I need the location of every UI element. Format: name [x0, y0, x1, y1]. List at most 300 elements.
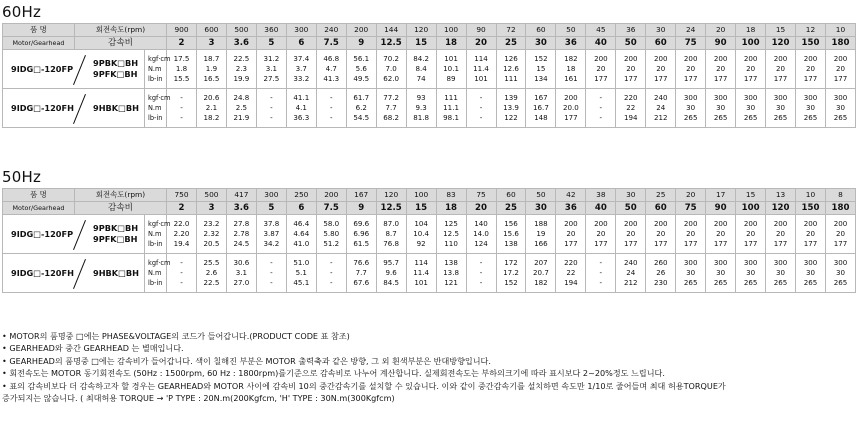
- torque-value: 20: [805, 229, 816, 238]
- torque-value: 104: [414, 219, 428, 228]
- torque-value: 20: [626, 64, 636, 73]
- torque-value: 240: [653, 93, 668, 102]
- note-line: • 회전속도는 MOTOR 동기회전속도 (50Hz : 1500rpm, 60 Hz : 1800rpm)를기준으로 감속비로 나누어 계산합니다. 실제회전속도는 부하의크기에 따라 표시보다 2~20%정도 느립니다.: [2, 368, 665, 379]
- rpm-cell: 200: [346, 24, 376, 37]
- torque-value: 177: [683, 239, 698, 248]
- torque-cell: [226, 50, 256, 89]
- rpm-cell: 30: [616, 189, 646, 202]
- torque-value: 74: [416, 74, 426, 83]
- ratio-cell: 150: [796, 202, 826, 215]
- gearhead-model: 9PFK□BH: [93, 234, 138, 244]
- ratio-cell: 36: [556, 37, 586, 50]
- torque-value: 68.2: [383, 113, 400, 122]
- ratio-cell: 5: [256, 202, 286, 215]
- rpm-cell: 75: [466, 189, 496, 202]
- torque-value: -: [329, 113, 333, 122]
- torque-value: -: [270, 268, 273, 277]
- torque-value: 20: [716, 229, 726, 238]
- torque-cell: [526, 215, 556, 254]
- torque-value: 22.5: [203, 278, 220, 287]
- torque-value: 114: [474, 54, 488, 63]
- torque-cell: [676, 254, 706, 293]
- torque-value: 5.1: [295, 268, 307, 277]
- torque-value: 84.5: [383, 278, 400, 287]
- torque-value: 200: [773, 219, 788, 228]
- torque-value: 33.2: [293, 74, 310, 83]
- model-cell: [3, 215, 145, 254]
- ratio-cell: 75: [676, 202, 706, 215]
- rpm-cell: 8: [825, 189, 855, 202]
- rpm-cell: 15: [736, 189, 766, 202]
- torque-value: 19.4: [173, 239, 190, 248]
- torque-value: 77.2: [383, 93, 400, 102]
- torque-group-row: [3, 89, 856, 128]
- torque-cell: [586, 215, 616, 254]
- torque-value: 200: [653, 54, 668, 63]
- rpm-cell: 15: [766, 24, 796, 37]
- torque-value: 265: [833, 278, 848, 287]
- torque-cell: [286, 215, 316, 254]
- torque-value: 22: [626, 103, 636, 112]
- torque-cell: [586, 50, 616, 89]
- torque-cell: [616, 89, 646, 128]
- ratio-cell: 3.6: [226, 202, 256, 215]
- torque-cell: [346, 254, 376, 293]
- torque-value: 212: [653, 113, 668, 122]
- rpm-cell: 750: [167, 189, 197, 202]
- torque-value: 10.4: [413, 229, 430, 238]
- rpm-cell: 83: [436, 189, 466, 202]
- torque-value: 7.0: [385, 64, 397, 73]
- torque-value: 265: [713, 113, 728, 122]
- rpm-cell: 25: [646, 189, 676, 202]
- torque-value: 177: [713, 74, 728, 83]
- torque-value: -: [599, 278, 603, 287]
- torque-value: 93: [416, 93, 426, 102]
- ratio-cell: 5: [256, 37, 286, 50]
- torque-cell: [196, 89, 226, 128]
- torque-value: 177: [773, 74, 788, 83]
- torque-value: 1.8: [175, 64, 188, 73]
- torque-value: 30: [716, 103, 726, 112]
- unit-label: kgf·cm: [148, 259, 171, 267]
- torque-value: 20: [835, 229, 845, 238]
- torque-value: 13.9: [503, 103, 519, 112]
- torque-cell: [376, 254, 406, 293]
- rpm-cell: 300: [256, 189, 286, 202]
- torque-cell: [526, 89, 556, 128]
- torque-value: 182: [534, 278, 548, 287]
- unit-label: N.m: [148, 65, 162, 73]
- unit-label: lb-in: [148, 240, 163, 248]
- torque-value: 200: [624, 54, 638, 63]
- torque-value: 177: [773, 239, 788, 248]
- torque-cell: [766, 50, 796, 89]
- torque-value: 6.96: [353, 229, 370, 238]
- torque-value: 3.1: [265, 64, 277, 73]
- torque-cell: [616, 50, 646, 89]
- rpm-cell: 144: [376, 24, 406, 37]
- torque-value: 140: [474, 219, 488, 228]
- torque-cell: [556, 50, 586, 89]
- torque-value: 200: [594, 219, 608, 228]
- torque-cell: [496, 89, 526, 128]
- torque-value: 21.9: [233, 113, 250, 122]
- gearhead-model: 9HBK□BH: [93, 103, 139, 113]
- torque-value: 51.0: [293, 258, 310, 267]
- torque-value: 15.6: [503, 229, 519, 238]
- torque-value: -: [479, 258, 483, 267]
- torque-cell: [226, 89, 256, 128]
- torque-cell: [586, 254, 616, 293]
- torque-value: 2.5: [235, 103, 248, 112]
- rpm-cell: 250: [286, 189, 316, 202]
- ratio-cell: 7.5: [316, 202, 346, 215]
- torque-value: 20: [566, 229, 576, 238]
- ratio-cell: 3.6: [226, 37, 256, 50]
- torque-value: -: [180, 258, 183, 267]
- torque-value: -: [270, 93, 273, 102]
- torque-value: -: [599, 103, 603, 112]
- torque-value: 5.6: [355, 64, 367, 73]
- torque-value: 62.0: [383, 74, 400, 83]
- torque-cell: [825, 215, 855, 254]
- torque-value: 138: [504, 239, 518, 248]
- torque-value: 265: [683, 278, 698, 287]
- ratio-cell: 60: [646, 37, 676, 50]
- torque-cell: [406, 254, 436, 293]
- rpm-cell: 20: [706, 24, 736, 37]
- torque-value: 20.6: [203, 93, 220, 102]
- torque-value: 8.4: [415, 64, 427, 73]
- torque-cell: [825, 89, 855, 128]
- torque-value: 30: [805, 268, 816, 277]
- torque-value: 27.8: [233, 219, 250, 228]
- slash-divider: [73, 259, 86, 289]
- torque-value: 101: [444, 54, 458, 63]
- torque-value: 265: [743, 278, 758, 287]
- torque-cell: [706, 50, 736, 89]
- torque-value: 87.0: [383, 219, 400, 228]
- torque-cell: [346, 215, 376, 254]
- torque-cell: [556, 254, 586, 293]
- torque-cell: [226, 254, 256, 293]
- ratio-cell: 40: [586, 202, 616, 215]
- torque-cell: [766, 89, 796, 128]
- ratio-cell: 20: [466, 37, 496, 50]
- torque-value: 24.8: [233, 93, 250, 102]
- rpm-cell: 38: [586, 189, 616, 202]
- ratio-cell: 90: [706, 202, 736, 215]
- torque-cell: [706, 89, 736, 128]
- unit-label: lb-in: [148, 114, 163, 122]
- rpm-label: 회전속도(rpm): [75, 24, 167, 37]
- torque-value: 20.5: [203, 239, 220, 248]
- torque-value: 265: [773, 113, 788, 122]
- torque-value: 37.4: [293, 54, 310, 63]
- rpm-cell: 120: [406, 24, 436, 37]
- torque-value: 13.8: [443, 268, 459, 277]
- torque-value: 212: [624, 278, 638, 287]
- torque-group-row: [3, 215, 856, 254]
- torque-value: 20: [835, 64, 845, 73]
- torque-value: 200: [833, 54, 848, 63]
- torque-cell: [796, 254, 826, 293]
- torque-value: 20: [746, 229, 756, 238]
- torque-value: 200: [564, 219, 578, 228]
- torque-value: 265: [833, 113, 848, 122]
- torque-cell: [496, 254, 526, 293]
- torque-value: -: [599, 268, 603, 277]
- torque-value: 34.2: [263, 239, 280, 248]
- gearhead-models: [93, 103, 139, 114]
- ratio-cell: 20: [466, 202, 496, 215]
- rpm-cell: 900: [167, 24, 197, 37]
- torque-cell: [586, 89, 616, 128]
- torque-value: 30: [746, 268, 756, 277]
- torque-cell: [286, 254, 316, 293]
- torque-value: 41.0: [293, 239, 310, 248]
- product-label: 품 명: [3, 24, 75, 37]
- gearhead-model: 9PFK□BH: [93, 69, 138, 79]
- torque-cell: [406, 89, 436, 128]
- rpm-cell: 200: [316, 189, 346, 202]
- torque-value: 17.5: [173, 54, 190, 63]
- gearhead-model: 9HBK□BH: [93, 268, 139, 278]
- torque-value: 19: [536, 229, 546, 238]
- torque-value: 265: [803, 113, 818, 122]
- torque-cell: [286, 50, 316, 89]
- torque-value: 14.0: [473, 229, 489, 238]
- torque-value: 265: [803, 278, 818, 287]
- torque-value: 200: [773, 54, 788, 63]
- torque-cell: [796, 89, 826, 128]
- torque-value: -: [180, 278, 183, 287]
- torque-value: 76.8: [383, 239, 400, 248]
- torque-cell: [256, 50, 286, 89]
- torque-value: 30: [835, 103, 845, 112]
- torque-value: 177: [564, 113, 578, 122]
- ratio-cell: 180: [825, 202, 855, 215]
- torque-value: 30.6: [233, 258, 250, 267]
- model-cell: [3, 50, 145, 89]
- torque-value: 300: [683, 93, 698, 102]
- model-cell: [3, 89, 145, 128]
- torque-value: 24.5: [233, 239, 250, 248]
- torque-value: 22.5: [233, 54, 250, 63]
- torque-value: 101: [474, 74, 488, 83]
- torque-value: 31.2: [263, 54, 280, 63]
- torque-value: -: [599, 258, 603, 267]
- torque-value: 207: [534, 258, 548, 267]
- torque-cell: [436, 89, 466, 128]
- torque-value: 2.78: [233, 229, 250, 238]
- ratio-cell: 36: [556, 202, 586, 215]
- torque-value: 4.64: [293, 229, 310, 238]
- torque-value: 265: [773, 278, 788, 287]
- notes-block: [2, 330, 852, 404]
- torque-value: 2.20: [173, 229, 190, 238]
- section-title-60hz: 60Hz: [2, 3, 42, 21]
- ratio-cell: 50: [616, 37, 646, 50]
- torque-value: 56.1: [353, 54, 370, 63]
- torque-value: 20: [746, 64, 756, 73]
- torque-value: -: [329, 93, 333, 102]
- torque-value: 177: [803, 239, 818, 248]
- torque-cell: [556, 89, 586, 128]
- torque-value: -: [270, 278, 273, 287]
- torque-value: 166: [534, 239, 548, 248]
- torque-value: 12.6: [503, 64, 519, 73]
- torque-value: -: [479, 278, 483, 287]
- rpm-cell: 50: [526, 189, 556, 202]
- rpm-cell: 90: [466, 24, 496, 37]
- rpm-cell: 360: [256, 24, 286, 37]
- ratio-cell: 3: [196, 202, 226, 215]
- torque-value: 20: [686, 229, 696, 238]
- torque-value: 61.5: [353, 239, 370, 248]
- torque-cell: [766, 254, 796, 293]
- ratio-cell: 3: [196, 37, 226, 50]
- torque-value: -: [180, 268, 183, 277]
- torque-cell: [736, 50, 766, 89]
- torque-value: 20: [656, 229, 666, 238]
- torque-value: 200: [713, 219, 728, 228]
- torque-value: -: [479, 93, 483, 102]
- torque-cell: [256, 89, 286, 128]
- rpm-cell: 60: [526, 24, 556, 37]
- note-line: • GEARHEAD의 품명중 □에는 감속비가 들어갑니다. 색이 칠해진 부분은 MOTOR 출력축과 같은 방향, 그 외 흰색부분은 반대방향입니다.: [2, 355, 491, 366]
- torque-value: 20: [805, 64, 816, 73]
- torque-cell: [167, 89, 197, 128]
- torque-value: 134: [534, 74, 548, 83]
- slash-divider: [73, 55, 86, 85]
- rpm-cell: 300: [286, 24, 316, 37]
- torque-cell: [316, 50, 346, 89]
- torque-value: 7.7: [355, 268, 367, 277]
- torque-value: 20: [716, 64, 726, 73]
- torque-value: 139: [504, 93, 518, 102]
- rpm-cell: 240: [316, 24, 346, 37]
- gearhead-models: [93, 58, 138, 80]
- torque-value: 20: [626, 229, 636, 238]
- unit-label: lb-in: [148, 279, 163, 287]
- torque-value: -: [329, 278, 333, 287]
- torque-cell: [466, 254, 496, 293]
- ratio-cell: 90: [706, 37, 736, 50]
- torque-value: 300: [683, 258, 698, 267]
- torque-value: 152: [504, 278, 518, 287]
- torque-cell: [466, 215, 496, 254]
- rpm-cell: 500: [196, 189, 226, 202]
- torque-value: 220: [564, 258, 578, 267]
- rpm-label: 회전속도(rpm): [75, 189, 167, 202]
- torque-value: 46.4: [293, 219, 310, 228]
- unit-label: N.m: [148, 230, 162, 238]
- torque-cell: [466, 89, 496, 128]
- torque-cell: [676, 50, 706, 89]
- torque-value: 24: [626, 268, 636, 277]
- torque-value: 114: [414, 258, 428, 267]
- ratio-cell: 15: [406, 202, 436, 215]
- torque-value: 23.2: [203, 219, 220, 228]
- rpm-cell: 167: [346, 189, 376, 202]
- unit-label: kgf·cm: [148, 94, 171, 102]
- spec-table-60hz: [2, 23, 856, 128]
- ratio-cell: 120: [766, 37, 796, 50]
- rpm-cell: 10: [796, 189, 826, 202]
- torque-value: 300: [743, 93, 758, 102]
- torque-value: 30: [776, 103, 786, 112]
- torque-value: 92: [416, 239, 426, 248]
- torque-cell: [256, 215, 286, 254]
- torque-value: 18.2: [203, 113, 220, 122]
- torque-group-row: [3, 254, 856, 293]
- ratio-cell: 2: [167, 37, 197, 50]
- unit-labels: [145, 89, 171, 128]
- torque-value: 148: [534, 113, 548, 122]
- torque-value: 177: [833, 239, 848, 248]
- torque-cell: [825, 254, 855, 293]
- torque-cell: [256, 254, 286, 293]
- torque-value: 200: [564, 93, 578, 102]
- torque-cell: [376, 50, 406, 89]
- torque-value: 300: [743, 258, 758, 267]
- rpm-cell: 42: [556, 189, 586, 202]
- rpm-cell: 10: [825, 24, 855, 37]
- ratio-cell: 120: [766, 202, 796, 215]
- torque-value: 16.5: [203, 74, 220, 83]
- torque-value: 30: [776, 268, 786, 277]
- spec-table-50hz: [2, 188, 856, 293]
- section-title-50hz: 50Hz: [2, 168, 42, 186]
- unit-labels: [145, 254, 171, 293]
- torque-value: 1.9: [205, 64, 218, 73]
- rpm-cell: 120: [376, 189, 406, 202]
- rpm-cell: 20: [676, 189, 706, 202]
- torque-value: 76.6: [353, 258, 370, 267]
- torque-value: 26: [656, 268, 666, 277]
- rpm-cell: 60: [496, 189, 526, 202]
- torque-value: 20.0: [562, 103, 579, 112]
- torque-value: 36.3: [293, 113, 310, 122]
- torque-value: 300: [713, 93, 728, 102]
- torque-value: 260: [653, 258, 668, 267]
- torque-value: -: [270, 103, 273, 112]
- torque-value: 138: [444, 258, 458, 267]
- torque-cell: [196, 254, 226, 293]
- torque-cell: [646, 89, 676, 128]
- torque-value: 265: [683, 113, 698, 122]
- torque-cell: [466, 50, 496, 89]
- unit-label: N.m: [148, 269, 162, 277]
- torque-value: 18: [566, 64, 576, 73]
- ratio-cell: 6: [286, 202, 316, 215]
- torque-value: 111: [444, 93, 458, 102]
- model-cell: [3, 254, 145, 293]
- torque-value: 95.7: [383, 258, 400, 267]
- ratio-cell: 60: [646, 202, 676, 215]
- torque-value: 30: [805, 103, 816, 112]
- torque-value: 300: [803, 258, 818, 267]
- rpm-cell: 18: [736, 24, 766, 37]
- torque-value: -: [329, 268, 333, 277]
- torque-value: 20: [596, 229, 606, 238]
- torque-cell: [526, 254, 556, 293]
- torque-value: 15: [536, 64, 546, 73]
- torque-value: 41.3: [323, 74, 340, 83]
- torque-value: 200: [803, 54, 818, 63]
